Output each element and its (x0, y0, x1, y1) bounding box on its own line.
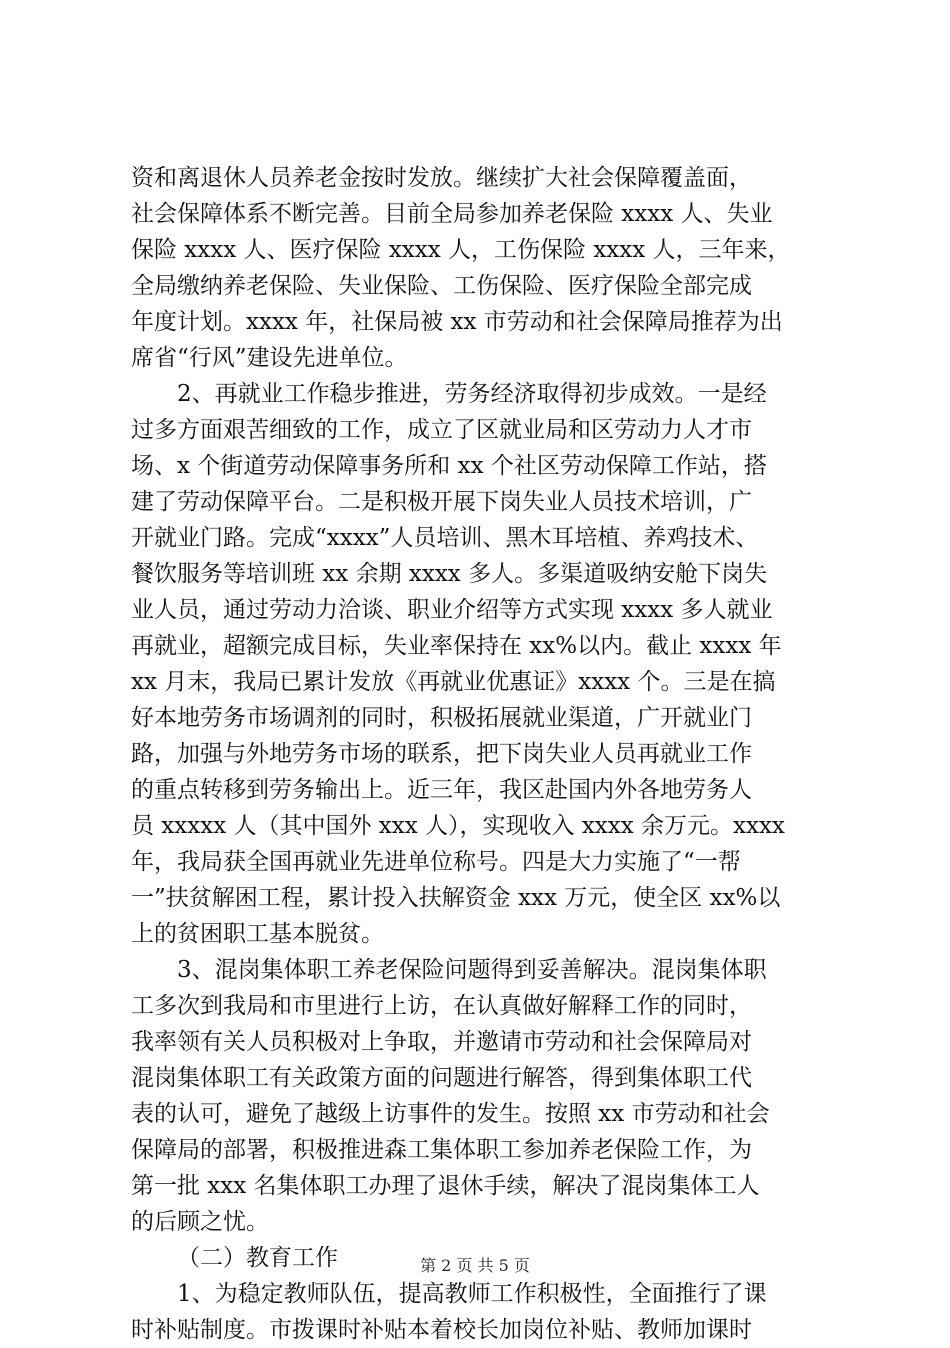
text-line: 第一批 xxx 名集体职工办理了退休手续，解决了混岗集体工人 (131, 1173, 760, 1199)
text-line: 一”扶贫解困工程，累计投入扶解资金 xxx 万元，使全区 xx%以 (131, 885, 781, 911)
text-line: 场、x 个街道劳动保障事务所和 xx 个社区劳动保障工作站，搭 (131, 453, 767, 479)
text-line: 的后顾之忧。 (131, 1209, 269, 1235)
text-line: 年度计划。xxxx 年，社保局被 xx 市劳动和社会保障局推荐为出 (131, 309, 783, 335)
text-line: 年，我局获全国再就业先进单位称号。四是大力实施了“一帮 (131, 849, 741, 875)
text-line: 资和离退休人员养老金按时发放。继续扩大社会保障覆盖面， (131, 165, 752, 191)
text-line: 员 xxxxx 人（其中国外 xxx 人），实现收入 xxxx 余万元。xxxx (131, 813, 785, 839)
text-line: 业人员，通过劳动力洽谈、职业介绍等方式实现 xxxx 多人就业 (131, 597, 773, 623)
text-line: 保险 xxxx 人、医疗保险 xxxx 人，工伤保险 xxxx 人，三年来， (131, 237, 791, 263)
text-line: 餐饮服务等培训班 xx 余期 xxxx 多人。多渠道吸纳安舱下岗失 (131, 561, 768, 587)
page-footer: 第 2 页 共 5 页 (420, 1256, 530, 1275)
text-line: 表的认可，避免了越级上访事件的发生。按照 xx 市劳动和社会 (131, 1101, 770, 1127)
text-line: xx 月末，我局已累计发放《再就业优惠证》xxxx 个。三是在搞 (131, 669, 776, 695)
text-line: 再就业，超额完成目标，失业率保持在 xx%以内。截止 xxxx 年 (131, 633, 782, 659)
text-line: 混岗集体职工有关政策方面的问题进行解答，得到集体职工代 (131, 1065, 752, 1091)
paragraph-start-line: 1、为稳定教师队伍，提高教师工作积极性，全面推行了课 (177, 1281, 767, 1307)
text-line: 时补贴制度。市拨课时补贴本着校长加岗位补贴、教师加课时 (131, 1317, 752, 1343)
text-line: 社会保障体系不断完善。目前全局参加养老保险 xxxx 人、失业 (131, 201, 773, 227)
text-line: 路，加强与外地劳务市场的联系，把下岗失业人员再就业工作 (131, 741, 752, 767)
text-line: 上的贫困职工基本脱贫。 (131, 921, 384, 947)
paragraph-start-line: 3、混岗集体职工养老保险问题得到妥善解决。混岗集体职 (177, 957, 767, 983)
text-line: 工多次到我局和市里进行上访，在认真做好解释工作的同时， (131, 993, 752, 1019)
text-line: 席省“行风”建设先进单位。 (131, 345, 408, 371)
text-line: 过多方面艰苦细致的工作，成立了区就业局和区劳动力人才市 (131, 417, 752, 443)
paragraph-start-line: 2、再就业工作稳步推进，劳务经济取得初步成效。一是经 (177, 381, 767, 407)
text-line: 全局缴纳养老保险、失业保险、工伤保险、医疗保险全部完成 (131, 273, 752, 299)
text-line: 保障局的部署，积极推进森工集体职工参加养老保险工作，为 (131, 1137, 752, 1163)
text-line: 开就业门路。完成“xxxx”人员培训、黑木耳培植、养鸡技术、 (131, 525, 759, 551)
text-line: 我率领有关人员积极对上争取，并邀请市劳动和社会保障局对 (131, 1029, 752, 1055)
text-line: 的重点转移到劳务输出上。近三年，我区赴国内外各地劳务人 (131, 777, 752, 803)
text-line: 建了劳动保障平台。二是积极开展下岗失业人员技术培训，广 (131, 489, 752, 515)
section-heading: （二）教育工作 (177, 1245, 338, 1271)
text-line: 好本地劳务市场调剂的同时，积极拓展就业渠道，广开就业门 (131, 705, 752, 731)
